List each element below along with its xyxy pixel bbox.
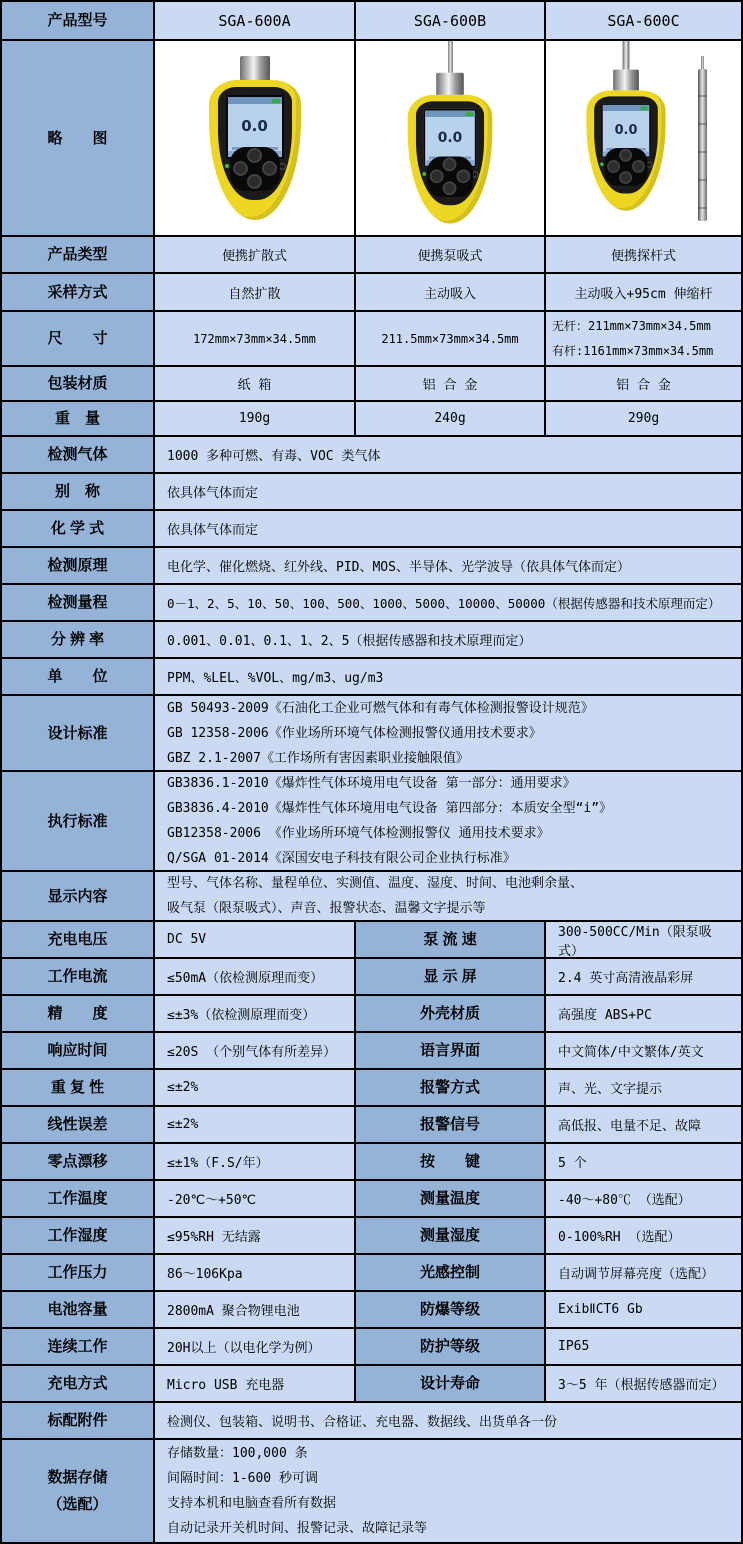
row-value: DC 5V xyxy=(155,922,356,959)
row-value: 检测仪、包装箱、说明书、合格证、充电器、数据线、出货单各一份 xyxy=(155,1403,743,1440)
row-value: 依具体气体而定 xyxy=(155,511,743,548)
model-cell-sga-600c: SGA-600C xyxy=(546,2,743,41)
battery-icon xyxy=(641,106,648,109)
device-image-sga-600a xyxy=(155,41,356,237)
spec-row xyxy=(2,922,743,959)
row-label: 光感控制 xyxy=(356,1255,546,1292)
row-accessories xyxy=(2,1403,743,1440)
row-label: 外壳材质 xyxy=(356,996,546,1033)
keypad-button xyxy=(247,174,262,189)
row-label: 按 键 xyxy=(356,1144,546,1181)
row-value: Micro USB 充电器 xyxy=(155,1366,356,1403)
header-row xyxy=(2,2,743,41)
pump-probe xyxy=(623,41,630,70)
row-label: 零点漂移 xyxy=(2,1144,155,1181)
row-value: 2.4 英寸高清液晶彩屏 xyxy=(546,959,743,996)
keypad-button xyxy=(262,161,277,176)
row-resolution xyxy=(2,622,743,659)
row-packing xyxy=(2,367,743,402)
row-value: 中文简体/中文繁体/英文 xyxy=(546,1033,743,1070)
row-label: 响应时间 xyxy=(2,1033,155,1070)
row-label: 重 量 xyxy=(2,402,155,437)
row-value: 纸 箱 xyxy=(155,367,356,402)
row-label: 分 辨 率 xyxy=(2,622,155,659)
model-cell-sga-600a: SGA-600A xyxy=(155,2,356,41)
row-value: 0－1、2、5、10、50、100、500、1000、5000、10000、50000（根据传感器和技术原理而定） xyxy=(155,585,743,622)
row-display-content xyxy=(2,872,743,922)
row-value: 无杆：211mm×73mm×34.5mm 有杆:1161mm×73mm×34.5mm xyxy=(546,312,743,367)
row-value: GB3836.1-2010《爆炸性气体环境用电气设备 第一部分：通用要求》 GB3836.4-2010《爆炸性气体环境用电气设备 第四部分：本质安全型“i”》 GB12358-2006 《作业场所环境气体检测报警仪 通用技术要求》 Q/SGA 01-2014《深国安电子科技有限公司企业执行标准》 xyxy=(155,772,743,872)
row-data-storage xyxy=(2,1440,743,1544)
row-label: 包装材质 xyxy=(2,367,155,402)
row-value: 便携探杆式 xyxy=(546,237,743,274)
row-label: 语言界面 xyxy=(356,1033,546,1070)
row-label: 采样方式 xyxy=(2,274,155,312)
row-value: 便携扩散式 xyxy=(155,237,356,274)
spec-row xyxy=(2,1218,743,1255)
row-value: 高低报、电量不足、故障 xyxy=(546,1107,743,1144)
row-value: PPM、%LEL、%VOL、mg/m3、ug/m3 xyxy=(155,659,743,696)
row-unit xyxy=(2,659,743,696)
row-value: 自然扩散 xyxy=(155,274,356,312)
row-label: 显示内容 xyxy=(2,872,155,922)
row-value: ≤±2% xyxy=(155,1107,356,1144)
pump-probe xyxy=(448,41,453,73)
row-value: 铝 合 金 xyxy=(356,367,546,402)
keypad-button xyxy=(607,160,620,173)
row-label: 单 位 xyxy=(2,659,155,696)
keypad-button xyxy=(456,169,470,183)
sensor-cap xyxy=(240,56,270,80)
row-label: 测量温度 xyxy=(356,1181,546,1218)
spec-row xyxy=(2,1255,743,1292)
row-value: 20H以上（以电化学为例） xyxy=(155,1329,356,1366)
keypad-button xyxy=(443,181,457,195)
row-formula xyxy=(2,511,743,548)
keypad xyxy=(427,157,473,197)
row-label: 工作压力 xyxy=(2,1255,155,1292)
row-value: 高强度 ABS+PC xyxy=(546,996,743,1033)
row-range xyxy=(2,585,743,622)
row-value: 0.001、0.01、0.1、1、2、5（根据传感器和技术原理而定） xyxy=(155,622,743,659)
screen-reading: 0.0 xyxy=(614,121,638,138)
keypad-button xyxy=(233,161,248,176)
sketch-row xyxy=(2,41,743,237)
row-value: -20℃～+50℃ xyxy=(155,1181,356,1218)
row-value: 依具体气体而定 xyxy=(155,474,743,511)
keypad xyxy=(605,148,648,186)
device-image-sga-600c xyxy=(546,41,743,237)
keypad-button xyxy=(247,148,262,163)
row-value: 主动吸入 xyxy=(356,274,546,312)
row-value: 240g xyxy=(356,402,546,437)
row-value: 2800mA 聚合物锂电池 xyxy=(155,1292,356,1329)
row-gas xyxy=(2,437,743,474)
power-icon xyxy=(647,161,653,167)
row-value: ≤±3%（依检测原理而变） xyxy=(155,996,356,1033)
row-value: GB 50493-2009《石油化工企业可燃气体和有毒气体检测报警设计规范》 GB 12358-2006《作业场所环境气体检测报警仪通用技术要求》 GBZ 2.1-2007《工作场所有害因素职业接触限值》 xyxy=(155,696,743,772)
row-label: 显 示 屏 xyxy=(356,959,546,996)
keypad-button xyxy=(619,171,632,184)
row-label: 检测原理 xyxy=(2,548,155,585)
row-value: 1000 多种可燃、有毒、VOC 类气体 xyxy=(155,437,743,474)
row-label: 防爆等级 xyxy=(356,1292,546,1329)
keypad-button xyxy=(619,149,632,162)
row-value: 86～106Kpa xyxy=(155,1255,356,1292)
led-indicator xyxy=(422,172,426,176)
row-label: 工作电流 xyxy=(2,959,155,996)
row-value: ≤±1%（F.S/年） xyxy=(155,1144,356,1181)
row-label: 数据存储 （选配） xyxy=(2,1440,155,1544)
screen-reading: 0.0 xyxy=(437,128,463,146)
screen-reading: 0.0 xyxy=(241,116,268,135)
spec-row xyxy=(2,1070,743,1107)
row-label: 设计寿命 xyxy=(356,1366,546,1403)
row-label: 检测气体 xyxy=(2,437,155,474)
battery-icon xyxy=(272,99,280,103)
keypad xyxy=(230,147,280,191)
row-value: 铝 合 金 xyxy=(546,367,743,402)
row-label: 产品类型 xyxy=(2,237,155,274)
row-value: 300-500CC/Min（限泵吸式） xyxy=(546,922,743,959)
row-label: 精 度 xyxy=(2,996,155,1033)
row-value: ≤50mA（依检测原理而变） xyxy=(155,959,356,996)
row-label: 执行标准 xyxy=(2,772,155,872)
row-value: 电化学、催化燃烧、红外线、PID、MOS、半导体、光学波导（依具体气体而定） xyxy=(155,548,743,585)
row-value: 3～5 年（根据传感器而定） xyxy=(546,1366,743,1403)
row-label: 化 学 式 xyxy=(2,511,155,548)
row-alias xyxy=(2,474,743,511)
row-label: 设计标准 xyxy=(2,696,155,772)
sensor-cap xyxy=(436,73,464,95)
row-label: 检测量程 xyxy=(2,585,155,622)
spec-row xyxy=(2,1329,743,1366)
spec-row xyxy=(2,1144,743,1181)
row-value: 211.5mm×73mm×34.5mm xyxy=(356,312,546,367)
led-indicator xyxy=(225,164,229,168)
telescopic-rod xyxy=(698,69,707,221)
row-value: 5 个 xyxy=(546,1144,743,1181)
row-principle xyxy=(2,548,743,585)
row-design-standard xyxy=(2,696,743,772)
model-cell-sga-600b: SGA-600B xyxy=(356,2,546,41)
row-size xyxy=(2,312,743,367)
row-exec-standard xyxy=(2,772,743,872)
power-icon xyxy=(279,163,286,170)
row-label: 重 复 性 xyxy=(2,1070,155,1107)
sketch-label: 略 图 xyxy=(2,41,155,237)
spec-row xyxy=(2,1181,743,1218)
row-value: 型号、气体名称、量程单位、实测值、温度、湿度、时间、电池剩余量、 吸气泵（限泵吸式）、声音、报警状态、温馨文字提示等 xyxy=(155,872,743,922)
row-label: 电池容量 xyxy=(2,1292,155,1329)
row-label: 充电方式 xyxy=(2,1366,155,1403)
spec-row xyxy=(2,996,743,1033)
row-label: 测量湿度 xyxy=(356,1218,546,1255)
spec-row xyxy=(2,1366,743,1403)
row-label: 尺 寸 xyxy=(2,312,155,367)
led-indicator xyxy=(600,163,603,166)
power-icon xyxy=(472,171,478,177)
row-label: 报警方式 xyxy=(356,1070,546,1107)
row-value: 主动吸入+95cm 伸缩杆 xyxy=(546,274,743,312)
device-image-sga-600b xyxy=(356,41,546,237)
row-value: 172mm×73mm×34.5mm xyxy=(155,312,356,367)
spec-row xyxy=(2,1107,743,1144)
spec-row xyxy=(2,1033,743,1070)
row-value: 190g xyxy=(155,402,356,437)
row-value: ≤95%RH 无结露 xyxy=(155,1218,356,1255)
row-label: 报警信号 xyxy=(356,1107,546,1144)
row-label: 连续工作 xyxy=(2,1329,155,1366)
spec-row xyxy=(2,959,743,996)
row-weight xyxy=(2,402,743,437)
row-value: 自动调节屏幕亮度（选配） xyxy=(546,1255,743,1292)
keypad-button xyxy=(430,169,444,183)
row-label: 防护等级 xyxy=(356,1329,546,1366)
spec-row xyxy=(2,1292,743,1329)
row-label: 标配附件 xyxy=(2,1403,155,1440)
keypad-button xyxy=(443,157,457,171)
sensor-cap xyxy=(613,70,639,91)
row-product-type xyxy=(2,237,743,274)
row-value: ExibⅡCT6 Gb xyxy=(546,1292,743,1329)
row-value: ≤±2% xyxy=(155,1070,356,1107)
row-value: 声、光、文字提示 xyxy=(546,1070,743,1107)
row-value: 便携泵吸式 xyxy=(356,237,546,274)
keypad-button xyxy=(632,160,645,173)
row-value: 存储数量：100,000 条 间隔时间：1-600 秒可调 支持本机和电脑查看所有数据 自动记录开关机时间、报警记录、故障记录等 xyxy=(155,1440,743,1544)
row-sampling xyxy=(2,274,743,312)
row-label: 泵 流 速 xyxy=(356,922,546,959)
row-value: -40～+80℃ （选配） xyxy=(546,1181,743,1218)
row-label: 充电电压 xyxy=(2,922,155,959)
row-value: 290g xyxy=(546,402,743,437)
row-value: IP65 xyxy=(546,1329,743,1366)
row-label: 线性误差 xyxy=(2,1107,155,1144)
header-label: 产品型号 xyxy=(2,2,155,41)
row-label: 工作湿度 xyxy=(2,1218,155,1255)
row-value: 0-100%RH （选配） xyxy=(546,1218,743,1255)
row-label: 别 称 xyxy=(2,474,155,511)
battery-icon xyxy=(466,112,473,116)
row-value: ≤20S （个别气体有所差异） xyxy=(155,1033,356,1070)
row-label: 工作温度 xyxy=(2,1181,155,1218)
